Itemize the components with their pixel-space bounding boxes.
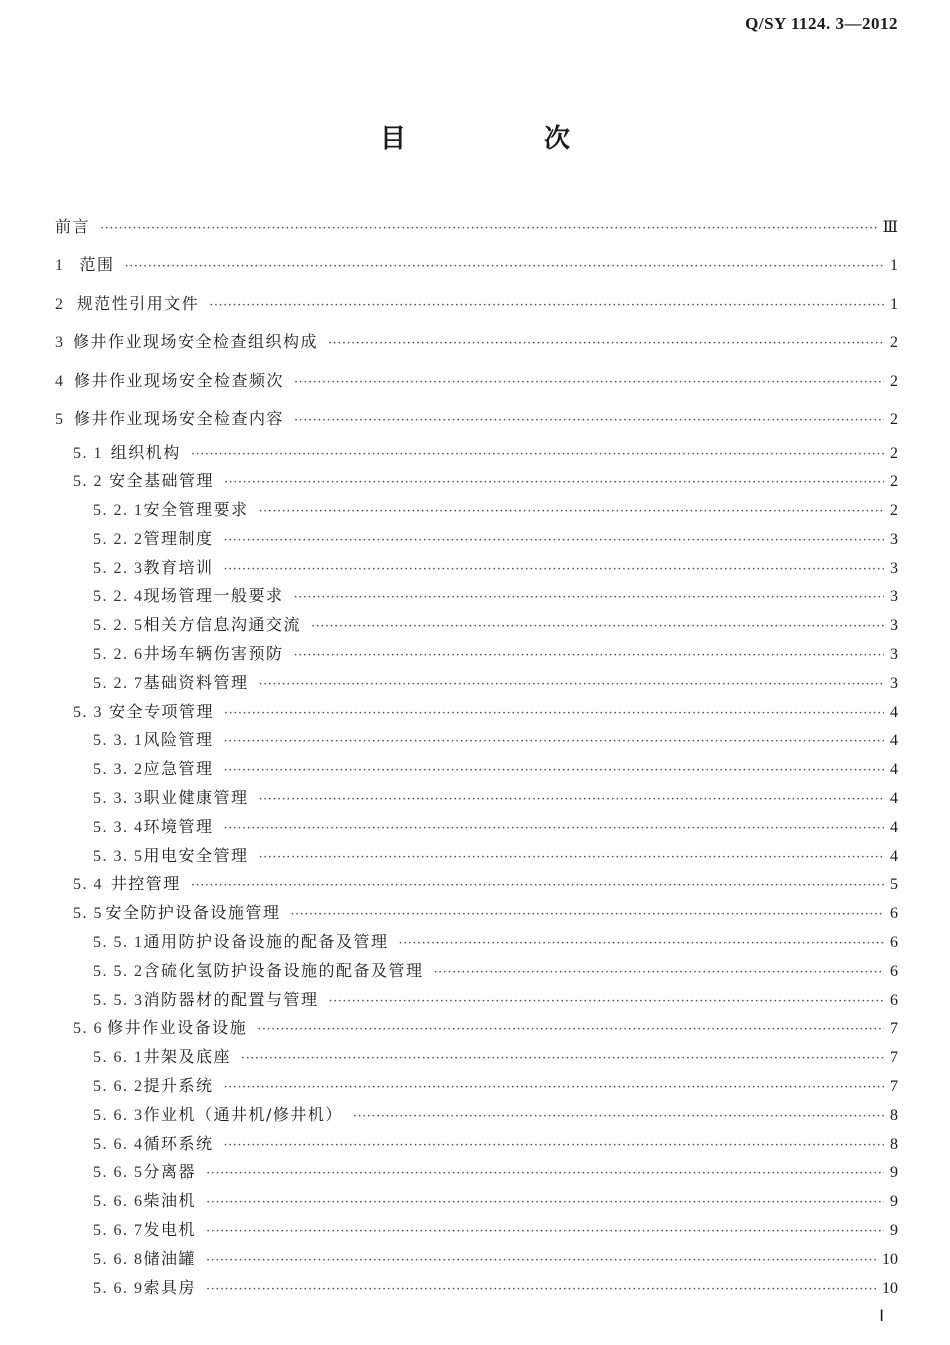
toc-entry-page: 2 [890,444,898,462]
toc-entry-page: 9 [890,1164,898,1182]
page-title: 目 次 [379,124,626,154]
toc-entry-page: 3 [890,674,898,692]
toc-entry-page: 7 [890,1078,898,1096]
toc-entry-number: 5. 6. 3 [93,1106,144,1124]
toc-entry-page: 2 [890,502,898,520]
toc-entry-label: 修井作业现场安全检查组织构成 [72,332,318,351]
toc-entry-label: 安全防护设备设施管理 [105,903,281,923]
toc-entry-page: 2 [890,334,898,351]
dot-leader [294,402,884,441]
toc-entry-page: 10 [882,1279,898,1297]
toc-entry-page: 2 [890,411,898,428]
toc-entry-page: 6 [890,991,898,1009]
toc-entry[interactable] [55,496,898,525]
toc-entry-label: 储油罐 [143,1248,197,1268]
toc-entry-label: 提升系统 [143,1076,214,1096]
dot-leader [259,671,884,700]
toc-entry-number: 5 [55,411,65,428]
toc-entry-label: 循环系统 [143,1133,214,1153]
toc-entry[interactable] [55,1014,898,1043]
toc-entry[interactable] [55,698,898,727]
toc-entry-label: 通用防护设备设施的配备及管理 [143,932,389,952]
toc-entry[interactable] [55,525,898,554]
toc-entry-label: 分离器 [143,1162,197,1182]
toc-entry-label: 应急管理 [143,759,214,779]
toc-entry-label: 安全基础管理 [108,471,214,491]
toc-entry[interactable] [55,640,898,669]
toc-entry-label: 职业健康管理 [143,788,249,808]
toc-entry-number: 5. 2. 4 [93,588,144,606]
dot-leader [209,287,884,326]
dot-leader [206,1247,876,1276]
toc-entry[interactable] [55,467,898,496]
toc-entry-page: 4 [890,790,898,808]
toc-entry-number: 5. 2. 3 [93,559,144,577]
dot-leader [311,613,884,642]
dot-leader [224,469,884,498]
toc-entry[interactable] [55,669,898,698]
toc-entry[interactable] [55,1130,898,1159]
toc-entry-label: 发电机 [143,1220,197,1240]
toc-entry-label: 井控管理 [110,874,181,894]
toc-entry-number: 5. 6. 1 [93,1049,144,1067]
toc-entry-number: 5. 2. 6 [93,646,144,664]
toc-entry-page: 4 [890,761,898,779]
toc-entry[interactable] [55,928,898,957]
toc-entry[interactable] [55,1216,898,1245]
toc-entry-label: 作业机（通井机/修井机） [143,1104,343,1124]
dot-leader [224,527,884,556]
toc-entry-page: 8 [890,1106,898,1124]
toc-entry[interactable] [55,1072,898,1101]
toc-entry-page: 4 [890,732,898,750]
dot-leader [224,1074,884,1103]
toc-entry-page: 3 [890,530,898,548]
dot-leader [224,700,884,729]
toc-entry-page: 3 [890,559,898,577]
toc-entry-label: 范围 [79,255,115,274]
toc-entry[interactable] [55,1101,898,1130]
toc-entry-label: 前言 [55,217,91,236]
toc-entry[interactable] [55,957,898,986]
toc-entry-number: 5. 3. 4 [93,818,144,836]
toc-entry[interactable] [55,208,898,246]
toc-entry-label: 管理制度 [143,528,214,548]
toc-entry-label: 含硫化氢防护设备设施的配备及管理 [143,960,424,980]
toc-entry[interactable] [55,726,898,755]
toc-entry-label: 索具房 [143,1277,197,1297]
toc-entry-number: 5. 3 [73,703,103,721]
toc-entry-page: 8 [890,1135,898,1153]
toc-entry-number: 5. 3. 1 [93,732,144,750]
toc-entry-page: 4 [890,818,898,836]
toc-entry-page: 2 [890,372,898,390]
toc-entry[interactable] [55,400,898,439]
dot-leader [257,1016,884,1045]
toc-entry[interactable] [55,582,898,611]
toc-entry-number: 2 [55,295,65,313]
dot-leader [191,441,884,470]
toc-entry-page: 1 [890,257,898,274]
toc-entry-label: 修井作业现场安全检查频次 [74,370,285,390]
toc-entry-number: 5. 2. 7 [93,674,144,692]
toc-entry-label: 相关方信息沟通交流 [143,615,302,635]
toc-entry[interactable] [55,755,898,784]
toc-entry-number: 5. 6. 7 [93,1222,144,1240]
toc-entry[interactable] [55,1274,898,1303]
toc-entry-page: 3 [890,617,898,635]
toc-entry[interactable] [55,842,898,871]
toc-entry-page: 6 [890,905,898,923]
toc-entry-number: 5. 4 [73,876,103,894]
toc-entry-label: 井架及底座 [143,1047,232,1067]
table-of-contents [55,208,898,1302]
toc-entry-label: 安全专项管理 [108,701,214,721]
toc-entry-page: 7 [890,1020,898,1038]
toc-entry-number: 5. 5. 1 [93,934,144,952]
dot-leader [399,930,884,959]
dot-leader [434,959,884,988]
toc-entry-number: 5. 2. 2 [93,530,144,548]
toc-entry[interactable] [55,1043,898,1072]
toc-entry[interactable] [55,784,898,813]
dot-leader [290,901,884,930]
dot-leader [224,815,884,844]
toc-entry-page: 1 [890,295,898,313]
toc-entry-number: 5. 6. 9 [93,1279,144,1297]
standard-code: Q/SY 1124. 3—2012 [745,14,898,33]
toc-entry-page: 2 [890,473,898,491]
dot-leader [206,1276,876,1305]
dot-leader [206,1218,884,1247]
dot-leader [224,1132,884,1161]
dot-leader [259,498,884,527]
toc-entry[interactable] [55,246,898,285]
toc-entry-number: 5. 5. 2 [93,962,144,980]
toc-entry-number: 4 [55,372,65,390]
toc-entry-number: 5. 3. 2 [93,761,144,779]
toc-entry-label: 组织机构 [110,442,181,462]
toc-entry-page: Ⅲ [882,219,898,236]
toc-entry[interactable] [55,1245,898,1274]
dot-leader [259,844,884,873]
toc-entry[interactable] [55,554,898,583]
toc-entry-number: 5. 6. 8 [93,1250,144,1268]
toc-entry[interactable] [55,1187,898,1216]
toc-entry-number: 5. 2. 5 [93,617,144,635]
dot-leader [241,1045,884,1074]
toc-entry-page: 3 [890,646,898,664]
dot-leader [100,210,877,249]
toc-entry-page: 6 [890,962,898,980]
dot-leader [353,1103,884,1132]
toc-entry-number: 5. 6. 4 [93,1135,144,1153]
toc-entry-page: 3 [890,588,898,606]
toc-entry-label: 规范性引用文件 [76,293,200,313]
dot-leader [259,786,884,815]
toc-entry-label: 修井作业现场安全检查内容 [74,409,285,428]
toc-entry[interactable] [55,986,898,1015]
page-number: Ⅰ [879,1308,884,1325]
toc-entry[interactable] [55,870,898,899]
dot-leader [294,584,884,613]
toc-entry-number: 5. 6. 5 [93,1164,144,1182]
toc-entry-number: 1 [55,257,65,274]
toc-entry[interactable] [55,813,898,842]
dot-leader [206,1189,884,1218]
toc-entry[interactable] [55,899,898,928]
toc-entry[interactable] [55,323,898,362]
dot-leader [294,642,884,671]
toc-entry-label: 风险管理 [143,730,214,750]
toc-entry-number: 5. 6. 6 [93,1193,144,1211]
toc-entry-number: 5. 5 [73,905,103,923]
toc-entry-number: 5. 5. 3 [93,991,144,1009]
toc-entry-label: 消防器材的配置与管理 [143,989,319,1009]
dot-leader [224,728,884,757]
toc-entry-number: 5. 1 [73,444,103,462]
toc-entry-label: 安全管理要求 [143,500,249,520]
toc-entry-number: 5. 3. 3 [93,790,144,808]
toc-entry-number: 5. 6 [73,1020,103,1038]
toc-entry-page: 4 [890,703,898,721]
toc-entry-page: 5 [890,876,898,894]
toc-entry-page: 9 [890,1222,898,1240]
dot-leader [294,364,884,403]
dot-leader [206,1160,884,1189]
toc-entry[interactable] [55,285,898,324]
toc-entry-label: 井场车辆伤害预防 [143,644,284,664]
toc-entry-page: 10 [882,1250,898,1268]
dot-leader [224,757,884,786]
toc-entry-number: 5. 6. 2 [93,1078,144,1096]
toc-entry-page: 9 [890,1193,898,1211]
dot-leader [329,988,884,1017]
toc-entry-label: 环境管理 [143,816,214,836]
toc-entry[interactable] [55,362,898,401]
dot-leader [125,248,884,287]
dot-leader [328,325,884,364]
toc-entry[interactable] [55,611,898,640]
toc-entry-number: 3 [55,334,65,351]
toc-entry-number: 5. 3. 5 [93,847,144,865]
toc-entry-page: 6 [890,934,898,952]
dot-leader [224,556,884,585]
toc-entry-page: 7 [890,1049,898,1067]
toc-entry-number: 5. 2. 1 [93,502,144,520]
dot-leader [191,872,884,901]
toc-entry-page: 4 [890,847,898,865]
toc-entry-label: 现场管理一般要求 [143,586,284,606]
toc-entry-number: 5. 2 [73,473,103,491]
toc-entry-label: 修井作业设备设施 [107,1018,248,1038]
toc-entry[interactable] [55,439,898,468]
toc-entry-label: 用电安全管理 [143,845,249,865]
toc-entry[interactable] [55,1158,898,1187]
toc-entry-label: 柴油机 [143,1191,197,1211]
toc-entry-label: 基础资料管理 [143,672,249,692]
toc-entry-label: 教育培训 [143,557,214,577]
